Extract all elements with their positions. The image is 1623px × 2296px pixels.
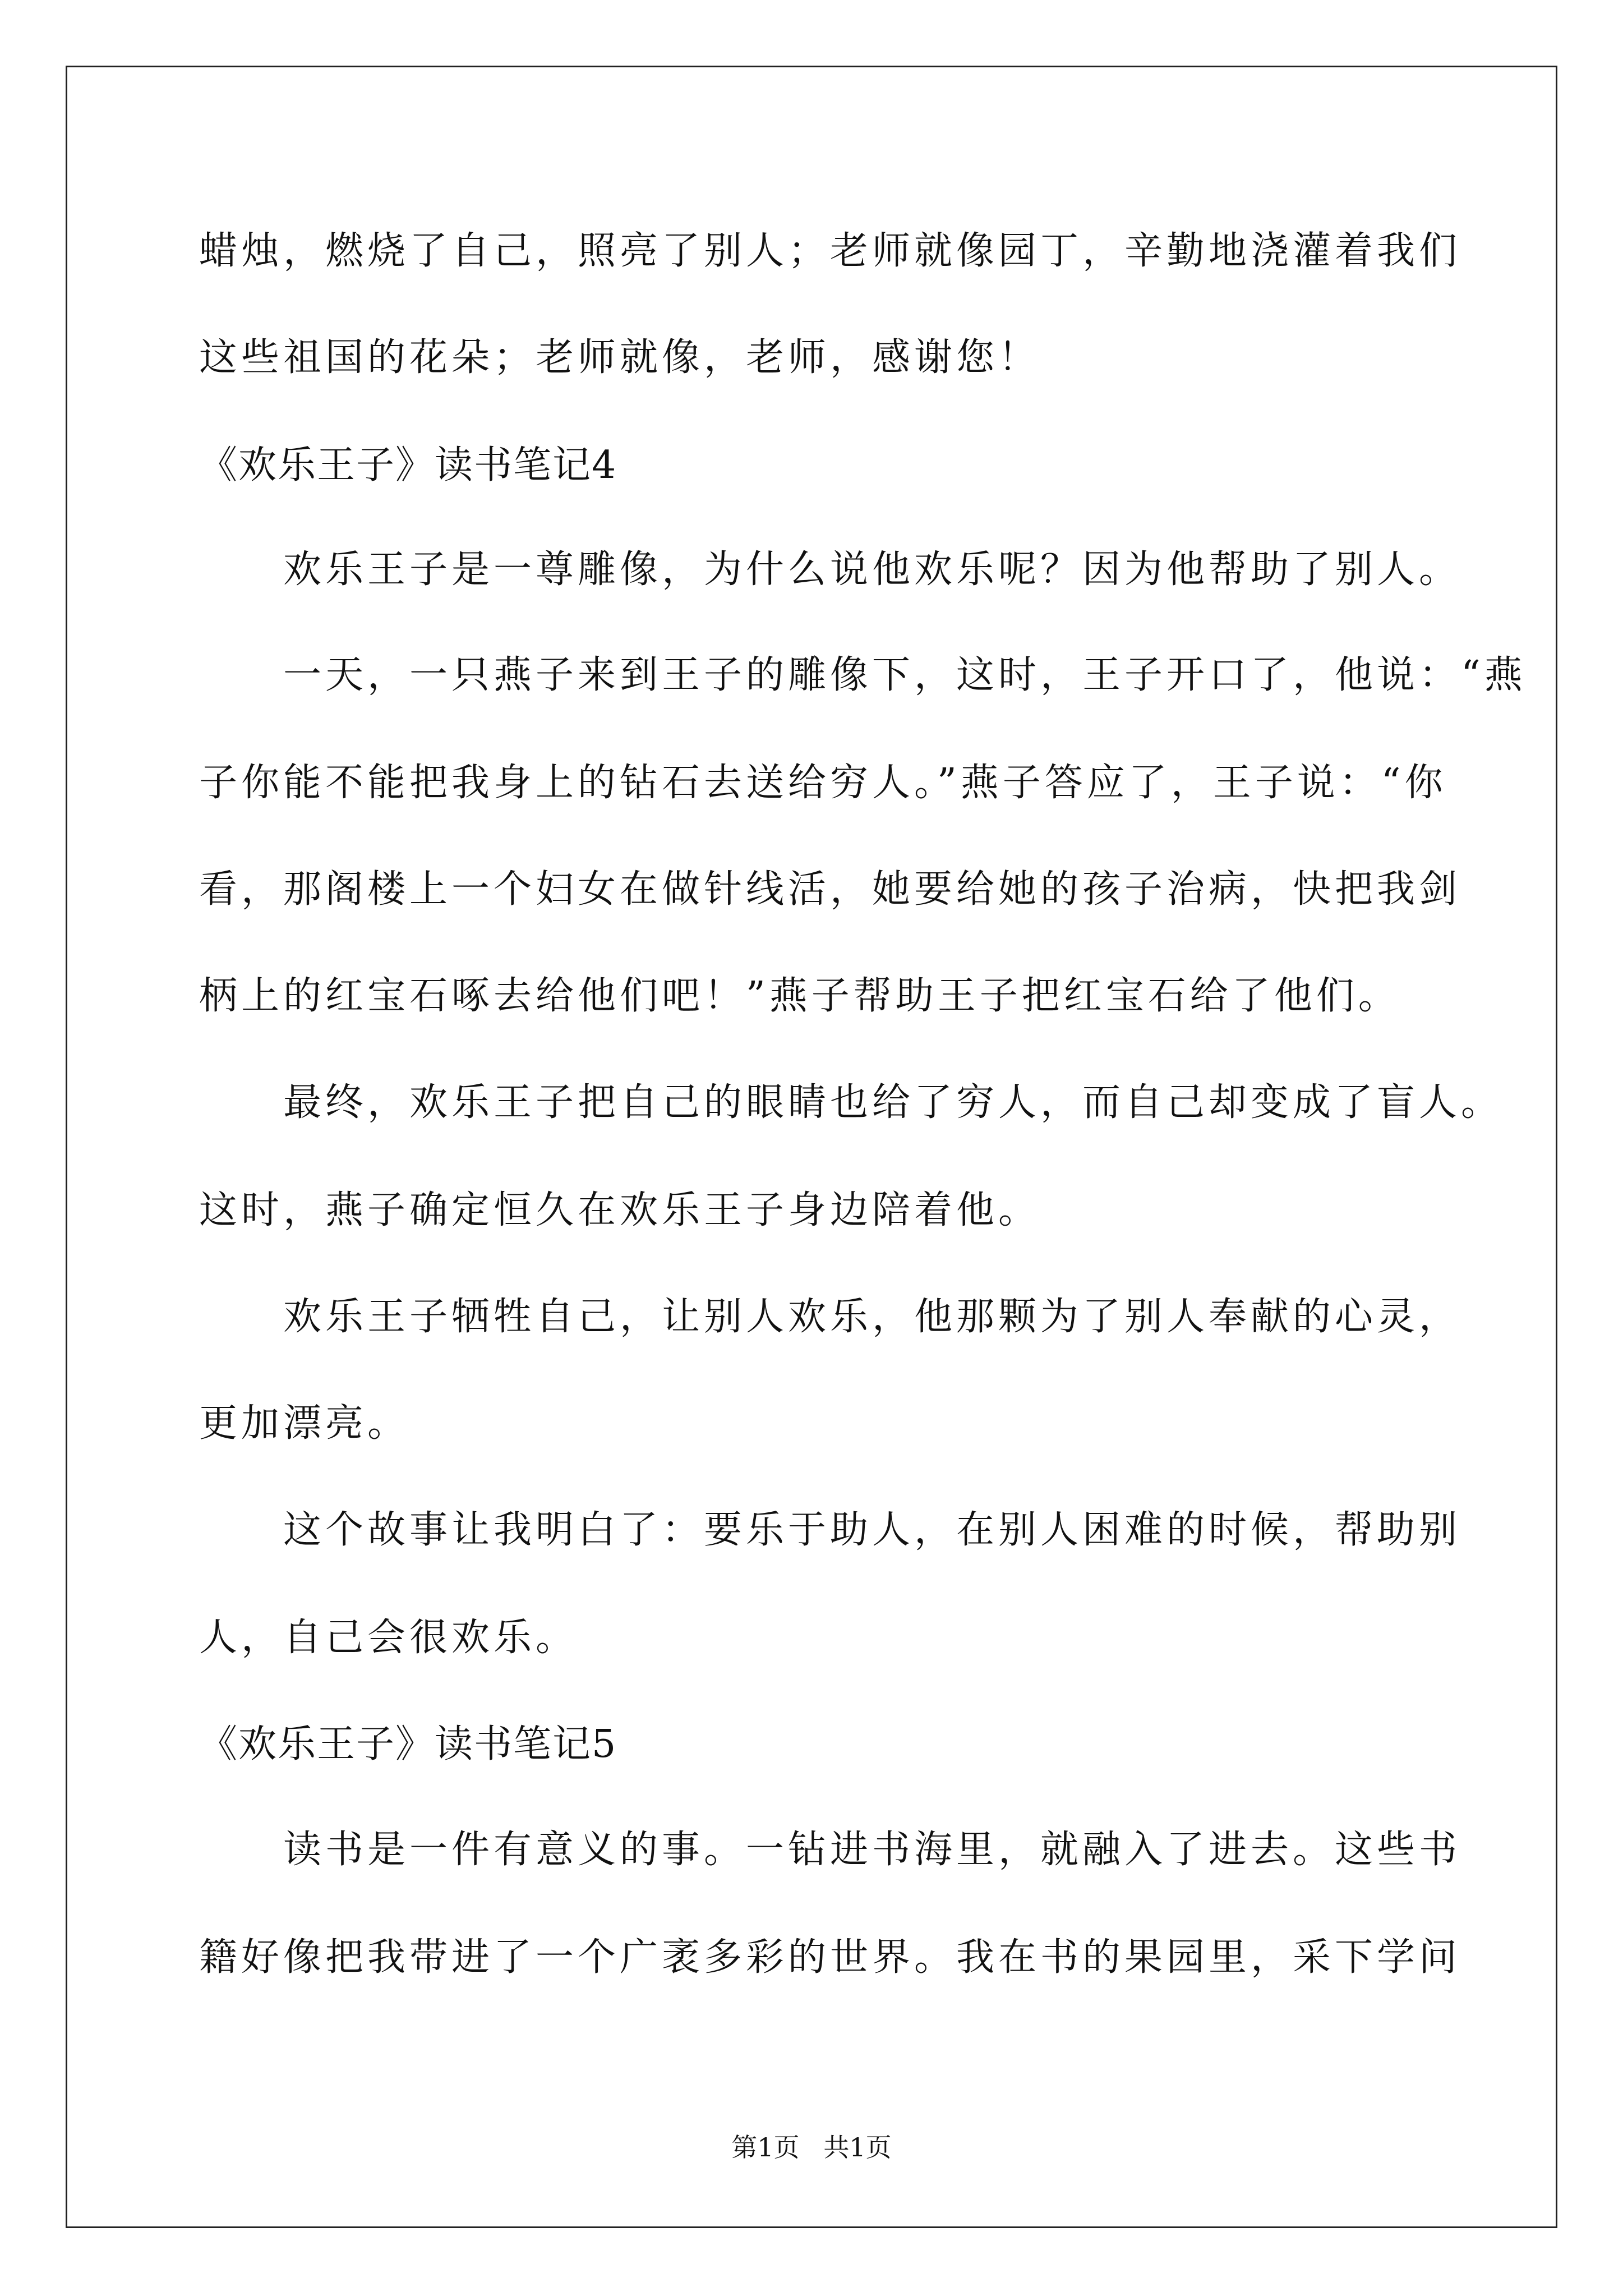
- page-border: [66, 66, 1557, 2228]
- body-line-1: 蜡烛，燃烧了自己，照亮了别人；老师就像园丁，辛勤地浇灌着我们: [199, 229, 1461, 273]
- body-line-14: 读书是一件有意义的事。一钻进书海里，就融入了进去。这些书: [283, 1828, 1461, 1872]
- body-line-11: 更加漂亮。: [199, 1401, 410, 1446]
- page-number: 第1页: [731, 2132, 800, 2162]
- body-line-12: 这个故事让我明白了：要乐于助人，在别人困难的时候，帮助别: [283, 1508, 1461, 1552]
- body-line-2: 这些祖国的花朵；老师就像，老师，感谢您！: [199, 335, 1041, 380]
- body-line-4: 一天，一只燕子来到王子的雕像下，这时，王子开口了，他说：“燕: [283, 653, 1527, 697]
- body-line-7: 柄上的红宝石啄去给他们吧！”燕子帮助王子把红宝石给了他们。: [199, 974, 1400, 1018]
- body-line-6: 看，那阁楼上一个妇女在做针线活，她要给她的孩子治病，快把我剑: [199, 867, 1461, 912]
- page-total: 共1页: [823, 2132, 892, 2162]
- body-line-5: 子你能不能把我身上的钻石去送给穷人。”燕子答应了，王子说：“你: [199, 761, 1447, 805]
- body-line-3: 欢乐王子是一尊雕像，为什么说他欢乐呢？因为他帮助了别人。: [283, 547, 1461, 592]
- body-line-13: 人，自己会很欢乐。: [199, 1616, 578, 1660]
- section-heading-4: 《欢乐王子》读书笔记4: [199, 443, 617, 487]
- body-line-15: 籍好像把我带进了一个广袤多彩的世界。我在书的果园里，采下学问: [199, 1935, 1461, 1980]
- body-line-8: 最终，欢乐王子把自己的眼睛也给了穷人，而自己却变成了盲人。: [283, 1080, 1504, 1125]
- page-footer: [0, 2132, 1623, 2163]
- section-heading-5: 《欢乐王子》读书笔记5: [199, 1722, 617, 1766]
- body-line-10: 欢乐王子牺牲自己，让别人欢乐，他那颗为了别人奉献的心灵，: [283, 1295, 1461, 1339]
- body-line-9: 这时，燕子确定恒久在欢乐王子身边陪着他。: [199, 1188, 1041, 1232]
